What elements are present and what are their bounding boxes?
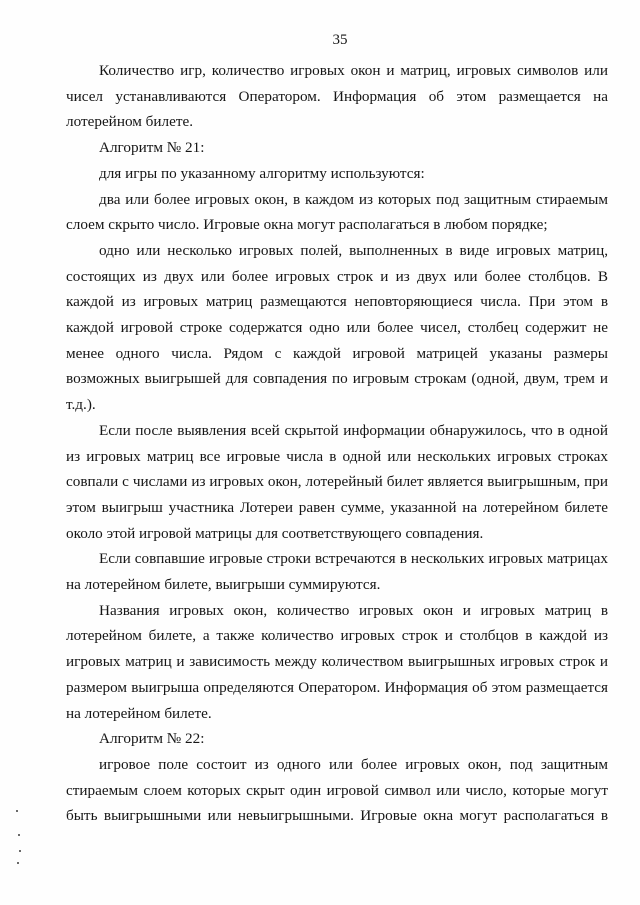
paragraph-algorithm-22-field: игровое поле состоит из одного или более игровых окон, под защитным стираемым слоем которых скрыт один игровой символ или число, которые могут быть выигрышными или невыигрышными. Игровые окна могут располагаться в: [66, 755, 608, 825]
heading-algorithm-22: Алгоритм № 22:: [99, 730, 205, 748]
paragraph-algorithm-21-intro: для игры по указанному алгоритму используются:: [99, 164, 425, 182]
paragraph-algorithm-21-win-rule: Если после выявления всей скрытой информации обнаружилось, что в одной из игровых матриц все игровые числа в одной или нескольких игровых строках совпали с числами из игровых окон, лотерейный билет является выигрышным, при этом выигрыш участника Лотереи равен сумме, указанной на лотерейном билете около этой игровой матрицы для соответствующего совпадения.: [66, 421, 608, 542]
paragraph-operator-info: Количество игр, количество игровых окон и матриц, игровых символов или чисел устанавливаются Оператором. Информация об этом размещается на лотерейном билете.: [66, 62, 608, 131]
page-number: 35: [332, 32, 348, 48]
heading-algorithm-21: Алгоритм № 21:: [99, 139, 205, 157]
paragraph-algorithm-21-fields: одно или несколько игровых полей, выполненных в виде игровых матриц, состоящих из двух или более игровых строк и из двух или более столбцов. В каждой из игровых матриц размещаются неповторяющиеся числа. При этом в каждой игровой строке содержатся одно или более чисел, столбец содержит не менее одного числа. Рядом с каждой игровой матрицей указаны размеры возможных выигрышей для совпадения по игровым строкам (одной, двум, трем и т.д.).: [66, 241, 608, 414]
paragraph-algorithm-21-operator-info: Названия игровых окон, количество игровых окон и игровых матриц в лотерейном билете, а также количество игровых строк и столбцов в каждой из игровых матриц и зависимость между количеством выигрышных игровых строк и размером выигрыша определяются Оператором. Информация об этом размещается на лотерейном билете.: [66, 601, 608, 722]
scan-artifact-marks: [14, 810, 24, 870]
paragraph-algorithm-21-sum-rule: Если совпавшие игровые строки встречаются в нескольких игровых матрицах на лотерейном билете, выигрыши суммируются.: [66, 550, 608, 594]
paragraph-algorithm-21-windows: два или более игровых окон, в каждом из которых под защитным стираемым слоем скрыто число. Игровые окна могут располагаться в любом порядке;: [66, 190, 608, 234]
document-body: [66, 58, 608, 829]
